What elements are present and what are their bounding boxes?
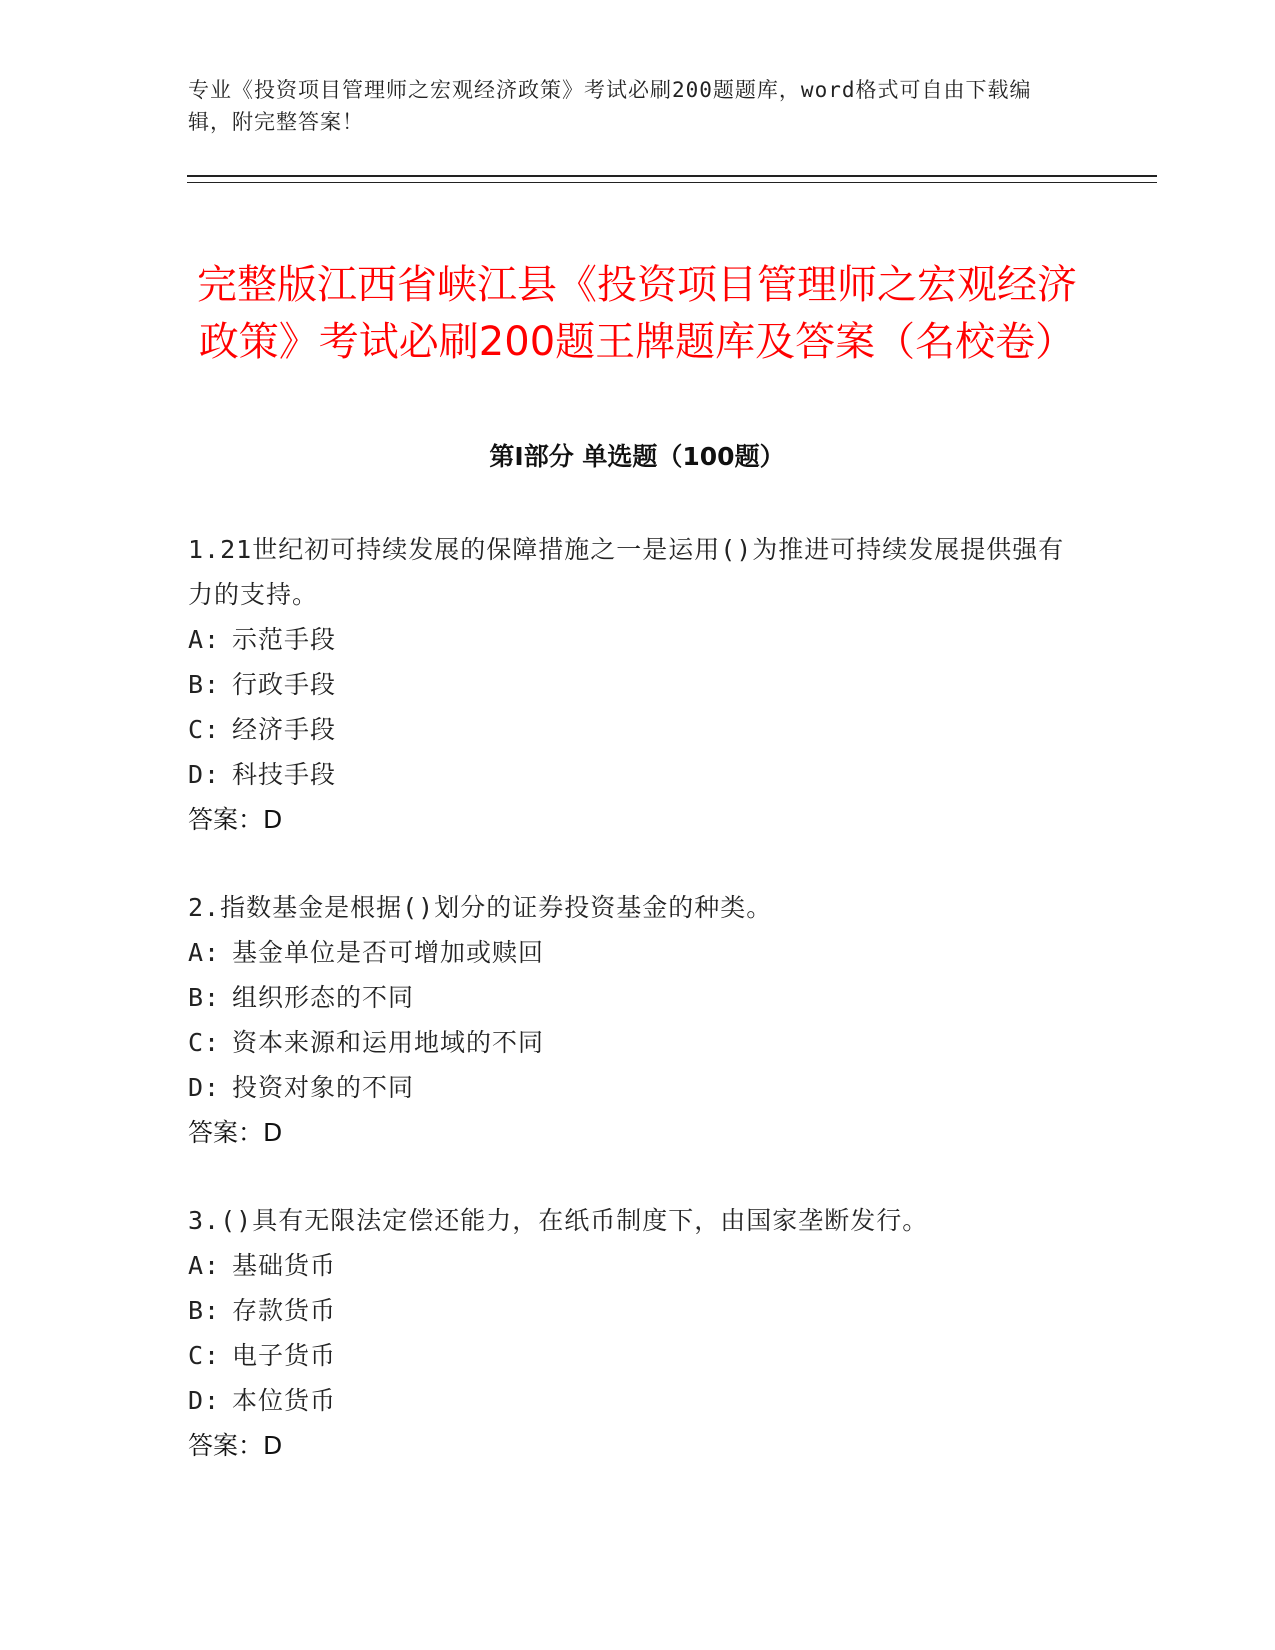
option-letter: D: [188, 1386, 221, 1415]
option-text: 示范手段 [232, 625, 337, 654]
option-text: 基金单位是否可增加或赎回 [232, 938, 545, 967]
option-c [188, 1020, 1068, 1065]
option-b [188, 1288, 1068, 1333]
option-d [188, 1378, 1068, 1423]
option-text: 电子货币 [232, 1341, 337, 1370]
option-a [188, 1243, 1068, 1288]
option-d [188, 752, 1068, 797]
answer-line: 答案：D [188, 1118, 283, 1147]
option-text: 经济手段 [232, 715, 337, 744]
option-text: 资本来源和运用地域的不同 [232, 1028, 545, 1057]
option-c [188, 707, 1068, 752]
question-stem: 1.21世纪初可持续发展的保障措施之一是运用()为推进可持续发展提供强有力的支持。 [188, 535, 1065, 609]
option-letter: B: [188, 1296, 221, 1325]
header-note: 专业《投资项目管理师之宏观经济政策》考试必刷200题题库，word格式可自由下载编辑，附完整答案！ [188, 78, 1032, 134]
option-c [188, 1333, 1068, 1378]
option-a [188, 930, 1068, 975]
option-letter: B: [188, 670, 221, 699]
option-b [188, 975, 1068, 1020]
option-b [188, 662, 1068, 707]
section-heading: 第I部分 单选题（100题） [489, 442, 785, 471]
option-text: 行政手段 [232, 670, 337, 699]
answer-line: 答案：D [188, 805, 283, 834]
document-title: 完整版江西省峡江县《投资项目管理师之宏观经济政策》考试必刷200题王牌题库及答案（名校卷） [197, 261, 1077, 365]
option-text: 存款货币 [232, 1296, 337, 1325]
answer-line: 答案：D [188, 1431, 283, 1460]
option-text: 本位货币 [232, 1386, 337, 1415]
option-text: 投资对象的不同 [232, 1073, 415, 1102]
option-text: 组织形态的不同 [232, 983, 415, 1012]
option-letter: C: [188, 715, 221, 744]
question-stem: 2.指数基金是根据()划分的证券投资基金的种类。 [188, 893, 773, 922]
question-3 [188, 1198, 1068, 1468]
option-letter: A: [188, 938, 221, 967]
option-letter: D: [188, 760, 221, 789]
question-2 [188, 885, 1068, 1155]
option-letter: A: [188, 625, 221, 654]
option-letter: D: [188, 1073, 221, 1102]
question-stem: 3.()具有无限法定偿还能力，在纸币制度下，由国家垄断发行。 [188, 1206, 929, 1235]
option-a [188, 617, 1068, 662]
question-1 [188, 527, 1068, 842]
question-list [188, 527, 1068, 1468]
option-letter: B: [188, 983, 221, 1012]
option-letter: C: [188, 1341, 221, 1370]
option-d [188, 1065, 1068, 1110]
header-rule-thin [187, 182, 1157, 183]
option-text: 基础货币 [232, 1251, 337, 1280]
option-text: 科技手段 [232, 760, 337, 789]
option-letter: C: [188, 1028, 221, 1057]
header-rule-thick [187, 175, 1157, 177]
option-letter: A: [188, 1251, 221, 1280]
